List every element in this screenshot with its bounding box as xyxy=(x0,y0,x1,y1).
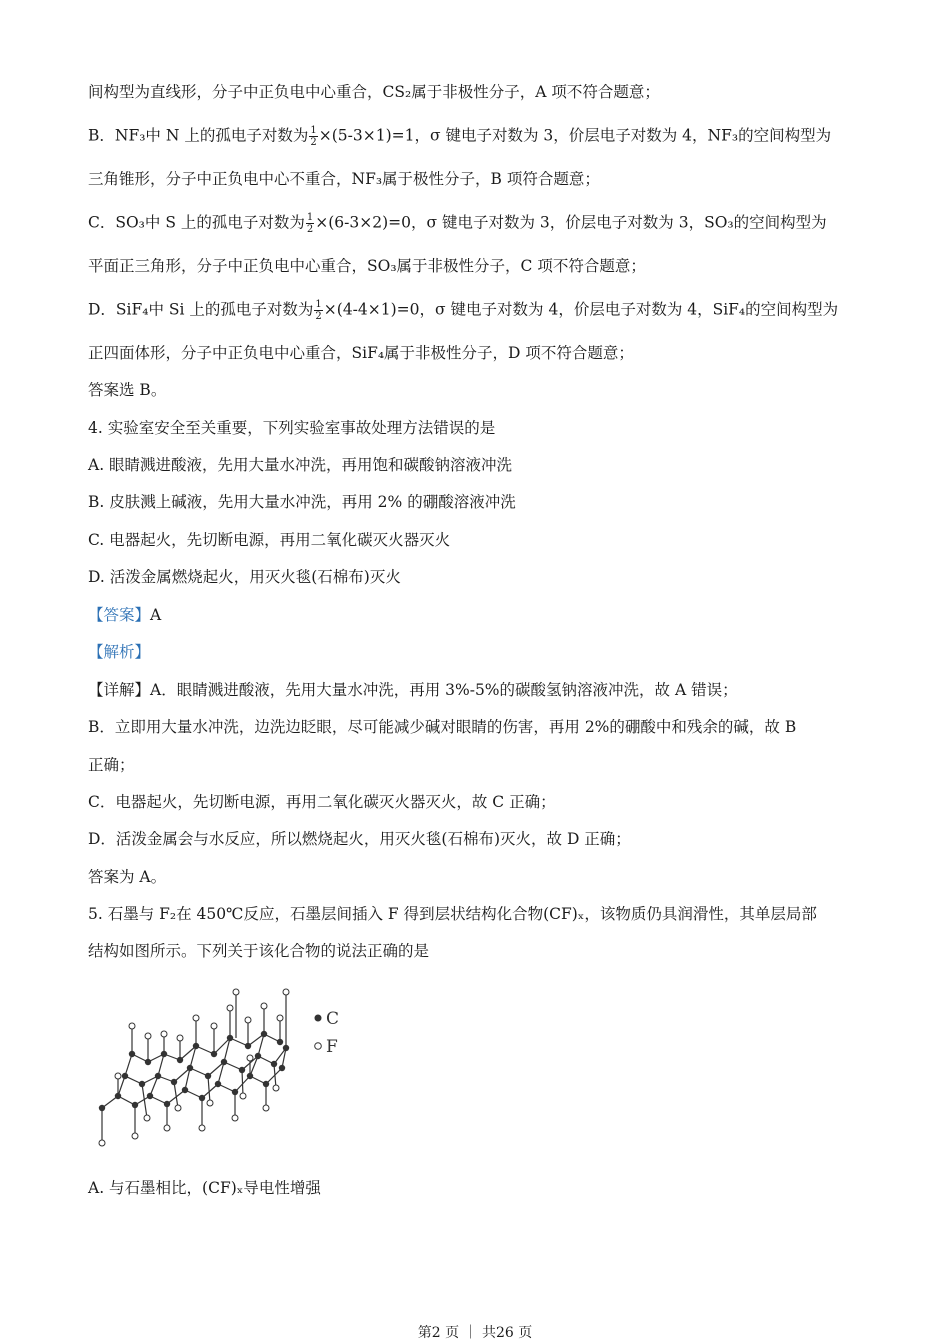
option-a: A. 与石墨相比，(CF)ₓ导电性增强 xyxy=(88,1179,321,1197)
analysis-label: 【解析】 xyxy=(88,643,151,661)
bonds xyxy=(102,992,286,1143)
text-line: 正四面体形，分子中正负电中心重合，SiF₄属于非极性分子，D 项不符合题意； xyxy=(88,344,634,362)
text-line: 三角锥形，分子中正负电中心不重合，NF₃属于极性分子，B 项符合题意； xyxy=(88,170,600,188)
text-segment: ×(6-3×2)=0，σ 键电子对数为 3，价层电子对数为 3，SO₃的空间构型为 xyxy=(315,213,827,232)
text-segment: C．SO₃中 S 上的孤电子对数为 xyxy=(88,213,305,232)
fraction-numerator: 1 xyxy=(315,299,322,310)
text-segment: D．SiF₄中 Si 上的孤电子对数为 xyxy=(88,300,314,319)
page-footer: 第2 页 ｜ 共26 页 xyxy=(417,1325,533,1341)
answer-row xyxy=(88,605,161,625)
text-segment: ×(4-4×1)=0，σ 键电子对数为 4，价层电子对数为 4，SiF₄的空间构型为 xyxy=(323,300,839,319)
fraction xyxy=(314,299,322,322)
legend-fluorine-label: F xyxy=(326,1037,338,1057)
fraction xyxy=(306,212,314,235)
option-d-line xyxy=(88,299,838,322)
detail-line: D．活泼金属会与水反应，所以燃烧起火，用灭火毯(石棉布)灭火，故 D 正确； xyxy=(88,830,631,848)
answer-line: 答案选 B。 xyxy=(88,381,167,399)
carbon-atoms xyxy=(99,1031,289,1111)
text-segment: B．NF₃中 N 上的孤电子对数为 xyxy=(88,126,309,145)
question-5-line2: 结构如图所示。下列关于该化合物的说法正确的是 xyxy=(88,942,430,960)
detail-line: C．电器起火，先切断电源，再用二氧化碳灭火器灭火，故 C 正确； xyxy=(88,793,556,811)
detail-line: 【详解】A．眼睛溅进酸液，先用大量水冲洗，再用 3%-5%的碳酸氢钠溶液冲洗，故 A 错误； xyxy=(88,681,738,699)
text-line: 间构型为直线形，分子中正负电中心重合，CS₂属于非极性分子，A 项不符合题意； xyxy=(88,83,660,101)
cf-structure-diagram xyxy=(90,978,350,1153)
fraction-denominator: 2 xyxy=(315,311,322,322)
option-a: A. 眼睛溅进酸液，先用大量水冲洗，再用饱和碳酸钠溶液冲洗 xyxy=(88,456,513,474)
answer-label: 【答案】 xyxy=(88,606,151,624)
option-c-line xyxy=(88,212,827,235)
option-b: B. 皮肤溅上碱液，先用大量水冲洗，再用 2% 的硼酸溶液冲洗 xyxy=(88,493,516,511)
fraction xyxy=(309,125,317,148)
fraction-numerator: 1 xyxy=(310,125,317,136)
question-4: 4. 实验室安全至关重要，下列实验室事故处理方法错误的是 xyxy=(88,419,496,437)
fraction-denominator: 2 xyxy=(306,224,314,235)
answer-line: 答案为 A。 xyxy=(88,868,167,886)
fraction-numerator: 1 xyxy=(306,212,314,223)
text-line: 平面正三角形，分子中正负电中心重合，SO₃属于非极性分子，C 项不符合题意； xyxy=(88,257,646,275)
legend-carbon-dot xyxy=(315,1015,322,1022)
detail-line: B．立即用大量水冲洗，边洗边眨眼，尽可能减少碱对眼睛的伤害，再用 2%的硼酸中和残余的碱，故 B xyxy=(88,718,797,736)
option-c: C. 电器起火，先切断电源，再用二氧化碳灭火器灭火 xyxy=(88,531,451,549)
text-segment: ×(5-3×1)=1，σ 键电子对数为 3，价层电子对数为 4，NF₃的空间构型为 xyxy=(318,126,832,145)
answer-value: A xyxy=(150,606,162,624)
question-5-line1: 5. 石墨与 F₂在 450℃反应，石墨层间插入 F 得到层状结构化合物(CF)ₓ，该物质仍具润滑性，其单层局部 xyxy=(88,905,817,923)
option-d: D. 活泼金属燃烧起火，用灭火毯(石棉布)灭火 xyxy=(88,568,401,586)
option-b-line xyxy=(88,125,831,148)
legend-carbon-label: C xyxy=(326,1009,340,1029)
legend-fluorine-dot xyxy=(315,1043,322,1050)
detail-line: 正确； xyxy=(88,756,135,774)
fraction-denominator: 2 xyxy=(310,137,317,148)
